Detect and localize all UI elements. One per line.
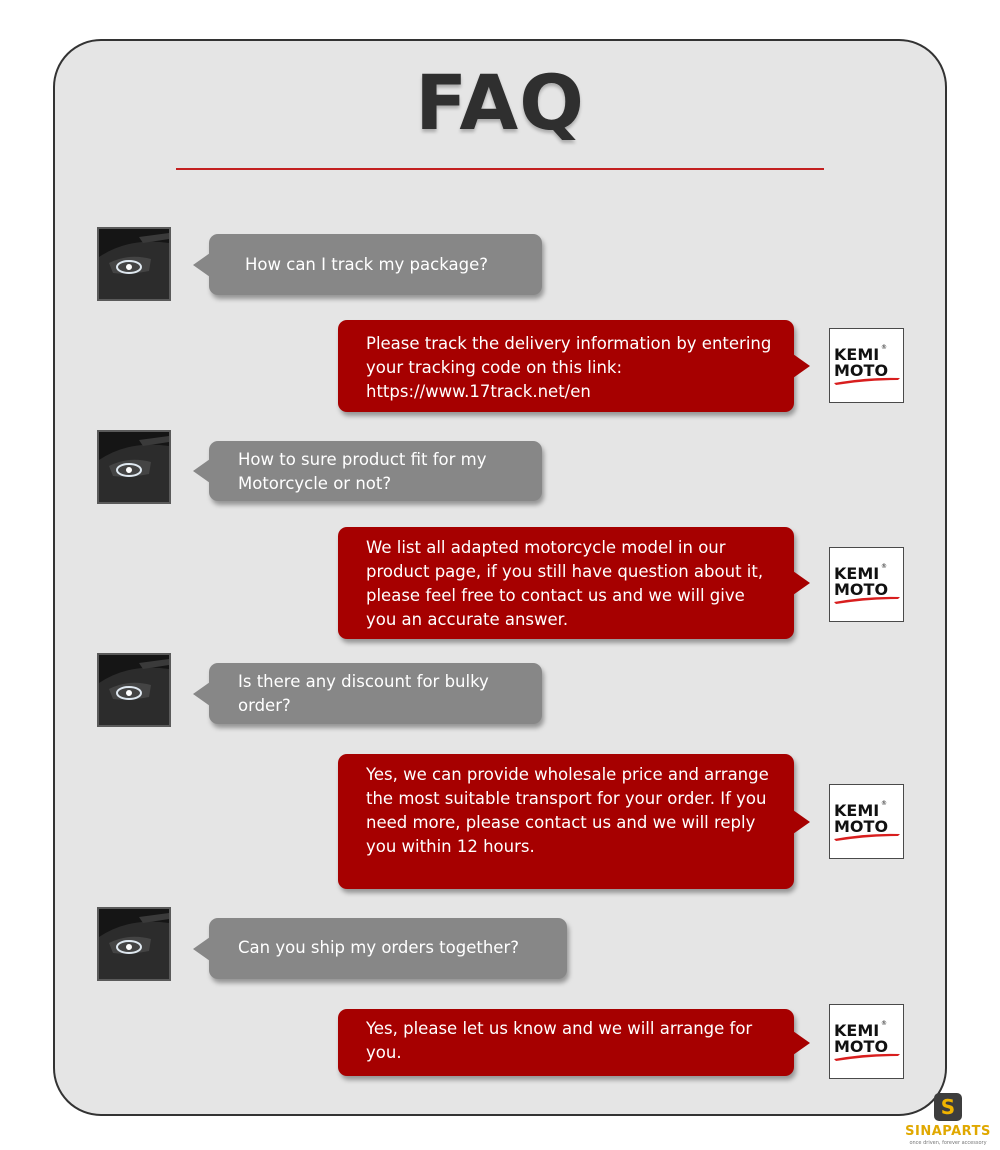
- car-headlight-icon: [99, 432, 169, 502]
- question-text: Can you ship my orders together?: [238, 938, 519, 957]
- logo-swoosh-icon: [832, 831, 902, 841]
- car-headlight-icon: [99, 655, 169, 725]
- kemimoto-logo: [829, 328, 904, 403]
- logo-swoosh-icon: [832, 375, 902, 385]
- logo-line2: MOTO: [834, 361, 889, 380]
- answer-text: Yes, we can provide wholesale price and arrange the most suitable transport for your order. If you need more, please contact us and we will reply you within 12 hours.: [366, 765, 769, 856]
- answer-text: Yes, please let us know and we will arrange for you.: [366, 1019, 753, 1062]
- question-text: How to sure product fit for my Motorcycle or not?: [238, 450, 487, 493]
- page-title: FAQ: [415, 58, 585, 147]
- question-bubble: [209, 918, 567, 979]
- watermark-icon-letter: S: [940, 1095, 956, 1119]
- question-text: Is there any discount for bulky order?: [238, 672, 489, 715]
- logo-registered-mark: ®: [881, 344, 887, 351]
- car-headlight-icon: [99, 909, 169, 979]
- logo-line1: KEMI: [834, 1021, 880, 1040]
- customer-avatar: [97, 653, 171, 727]
- question-text: How can I track my package?: [245, 255, 488, 274]
- logo-registered-mark: ®: [881, 1020, 887, 1027]
- answer-text: We list all adapted motorcycle model in our product page, if you still have question about it, please feel free to contact us and we will give you an accurate answer.: [366, 538, 764, 629]
- logo-line2: MOTO: [834, 580, 889, 599]
- logo-swoosh-icon: [832, 1051, 902, 1061]
- car-headlight-icon: [99, 229, 169, 299]
- kemimoto-logo: [829, 784, 904, 859]
- logo-line1: KEMI: [834, 345, 880, 364]
- answer-bubble: [338, 527, 794, 639]
- logo-swoosh-icon: [832, 594, 902, 604]
- question-bubble: [209, 234, 542, 295]
- answer-bubble: [338, 320, 794, 412]
- question-bubble: [209, 663, 542, 724]
- answer-bubble: [338, 754, 794, 889]
- logo-line2: MOTO: [834, 1037, 889, 1056]
- kemimoto-logo: [829, 1004, 904, 1079]
- question-bubble: [209, 441, 542, 501]
- watermark-tagline: once driven, forever accessory: [909, 1140, 987, 1146]
- logo-line2: MOTO: [834, 817, 889, 836]
- customer-avatar: [97, 227, 171, 301]
- answer-text: Please track the delivery information by entering your tracking code on this link: https://www.17track.net/en: [366, 334, 772, 401]
- logo-registered-mark: ®: [881, 563, 887, 570]
- answer-bubble: [338, 1009, 794, 1076]
- watermark-name: SINAPARTS: [905, 1124, 991, 1139]
- logo-line1: KEMI: [834, 801, 880, 820]
- logo-registered-mark: ®: [881, 800, 887, 807]
- customer-avatar: [97, 907, 171, 981]
- title-divider: [176, 168, 824, 170]
- logo-line1: KEMI: [834, 564, 880, 583]
- customer-avatar: [97, 430, 171, 504]
- kemimoto-logo: [829, 547, 904, 622]
- watermark-logo-icon: [934, 1093, 962, 1121]
